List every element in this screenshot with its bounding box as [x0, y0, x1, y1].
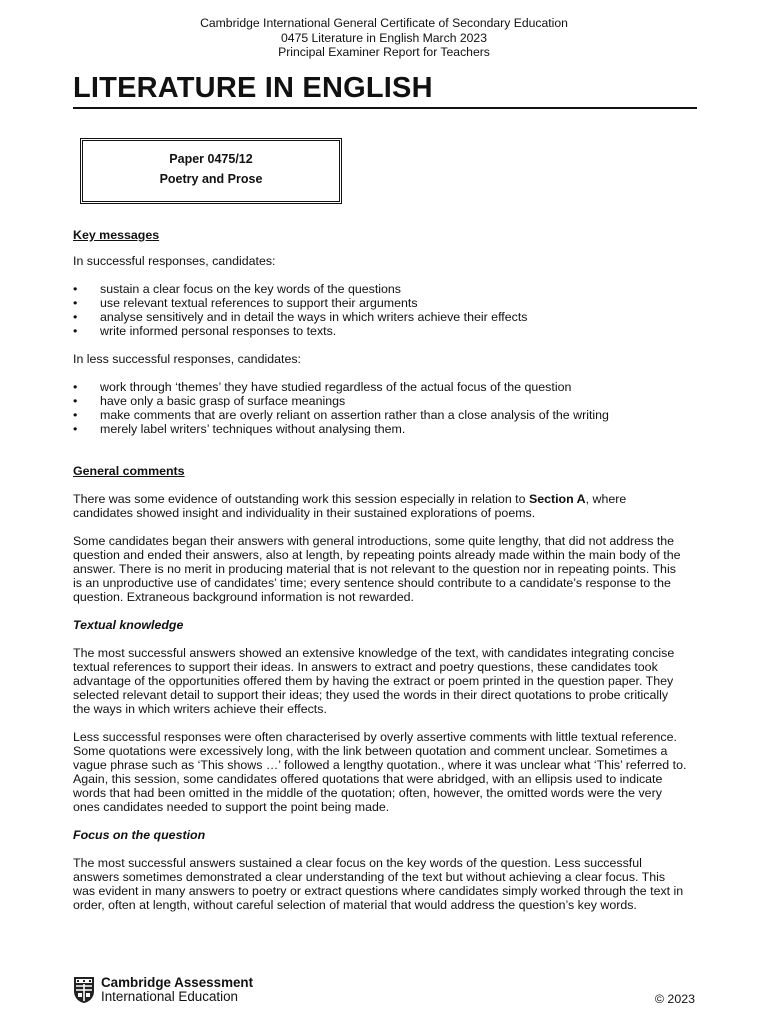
list-item: • sustain a clear focus on the key words of the questions [73, 282, 688, 296]
focus-paragraph: The most successful answers sustained a clear focus on the key words of the question. Less successful answers sometimes demonstrated a clear understanding of the text but without achieving a clear focus. This was evident in many answers to poetry or extract questions where candidates simply worked through the text in order, often at length, without careful selection of material that would address the question’s key words. [73, 856, 684, 912]
paragraph-text: , where candidates showed insight and individuality in their sustained explorations of poems. [73, 492, 627, 520]
list-item: • analyse sensitively and in detail the ways in which writers achieve their effects [73, 310, 688, 324]
cambridge-shield-icon [73, 976, 95, 1004]
list-item: • have only a basic grasp of surface meanings [73, 394, 688, 408]
paper-number: Paper 0475/12 [169, 152, 253, 166]
paragraph-text: There was some evidence of outstanding work this session especially in relation to [73, 492, 529, 506]
focus-heading: Focus on the question [73, 828, 206, 842]
list-item: • make comments that are overly reliant on assertion rather than a close analysis of the writing [73, 408, 688, 422]
less-success-intro: In less successful responses, candidates: [73, 352, 301, 366]
success-intro: In successful responses, candidates: [73, 254, 276, 268]
header-syllabus: 0475 Literature in English March 2023 [281, 30, 487, 45]
header-report-type: Principal Examiner Report for Teachers [278, 45, 490, 59]
copyright-notice: © 2023 [654, 992, 695, 1006]
logo-text [101, 976, 253, 1004]
textual-knowledge-heading: Textual knowledge [73, 618, 184, 632]
logo-line-1: Cambridge Assessment [101, 975, 254, 990]
key-messages-heading: Key messages [73, 228, 160, 242]
logo-line-2: International Education [101, 989, 238, 1004]
cambridge-logo [73, 975, 273, 1005]
page-title: LITERATURE IN ENGLISH [73, 72, 433, 104]
document-header [0, 16, 768, 60]
list-item: • work through ‘themes’ they have studied regardless of the actual focus of the question [73, 380, 688, 394]
title-rule [73, 107, 697, 109]
list-item: • use relevant textual references to support their arguments [73, 296, 688, 310]
general-comments-paragraph: Some candidates began their answers with general introductions, some quite lengthy, that did not address the question and ended their answers, also at length, by repeating points already made within the main body of the answer. There is no merit in producing material that is not relevant to the question nor in repeating points. This is an unproductive use of candidates’ time; every sentence should contribute to a candidate’s response to the question. Extraneous background information is not rewarded. [73, 534, 681, 604]
list-item: • merely label writers’ techniques without analysing them. [73, 422, 688, 436]
less-success-list [73, 380, 688, 436]
section-a-emphasis: Section A [528, 492, 586, 506]
textual-knowledge-paragraph: The most successful answers showed an extensive knowledge of the text, with candidates integrating concise textual references to support their ideas. In answers to extract and poetry questions, these candidates took advantage of the opportunities offered them by having the extract or poem printed in the question paper. They selected relevant detail to support their ideas; they used the words in their direct quotations to probe critically the ways in which writers achieve their effects. [73, 646, 675, 716]
header-qualification: Cambridge International General Certificate of Secondary Education [200, 16, 568, 30]
general-comments-heading: General comments [73, 464, 185, 478]
report-body [73, 228, 688, 912]
success-list [73, 282, 688, 338]
paper-box [80, 138, 342, 204]
textual-knowledge-paragraph: Less successful responses were often characterised by overly assertive comments with little textual reference. Some quotations were excessively long, with the link between quotation and comment unclear. Sometimes a vague phrase such as ‘This shows …’ followed a lengthy quotation., where it was unclear what ‘This’ referred to. Again, this session, some candidates offered quotations that were abridged, with an ellipsis used to indicate words that had been omitted in the middle of the quotation; often, however, the omitted words were the very ones candidates needed to support the point being made. [73, 730, 687, 814]
general-comments-paragraph [73, 492, 688, 520]
paper-subject: Poetry and Prose [159, 172, 263, 186]
list-item: • write informed personal responses to texts. [73, 324, 688, 338]
